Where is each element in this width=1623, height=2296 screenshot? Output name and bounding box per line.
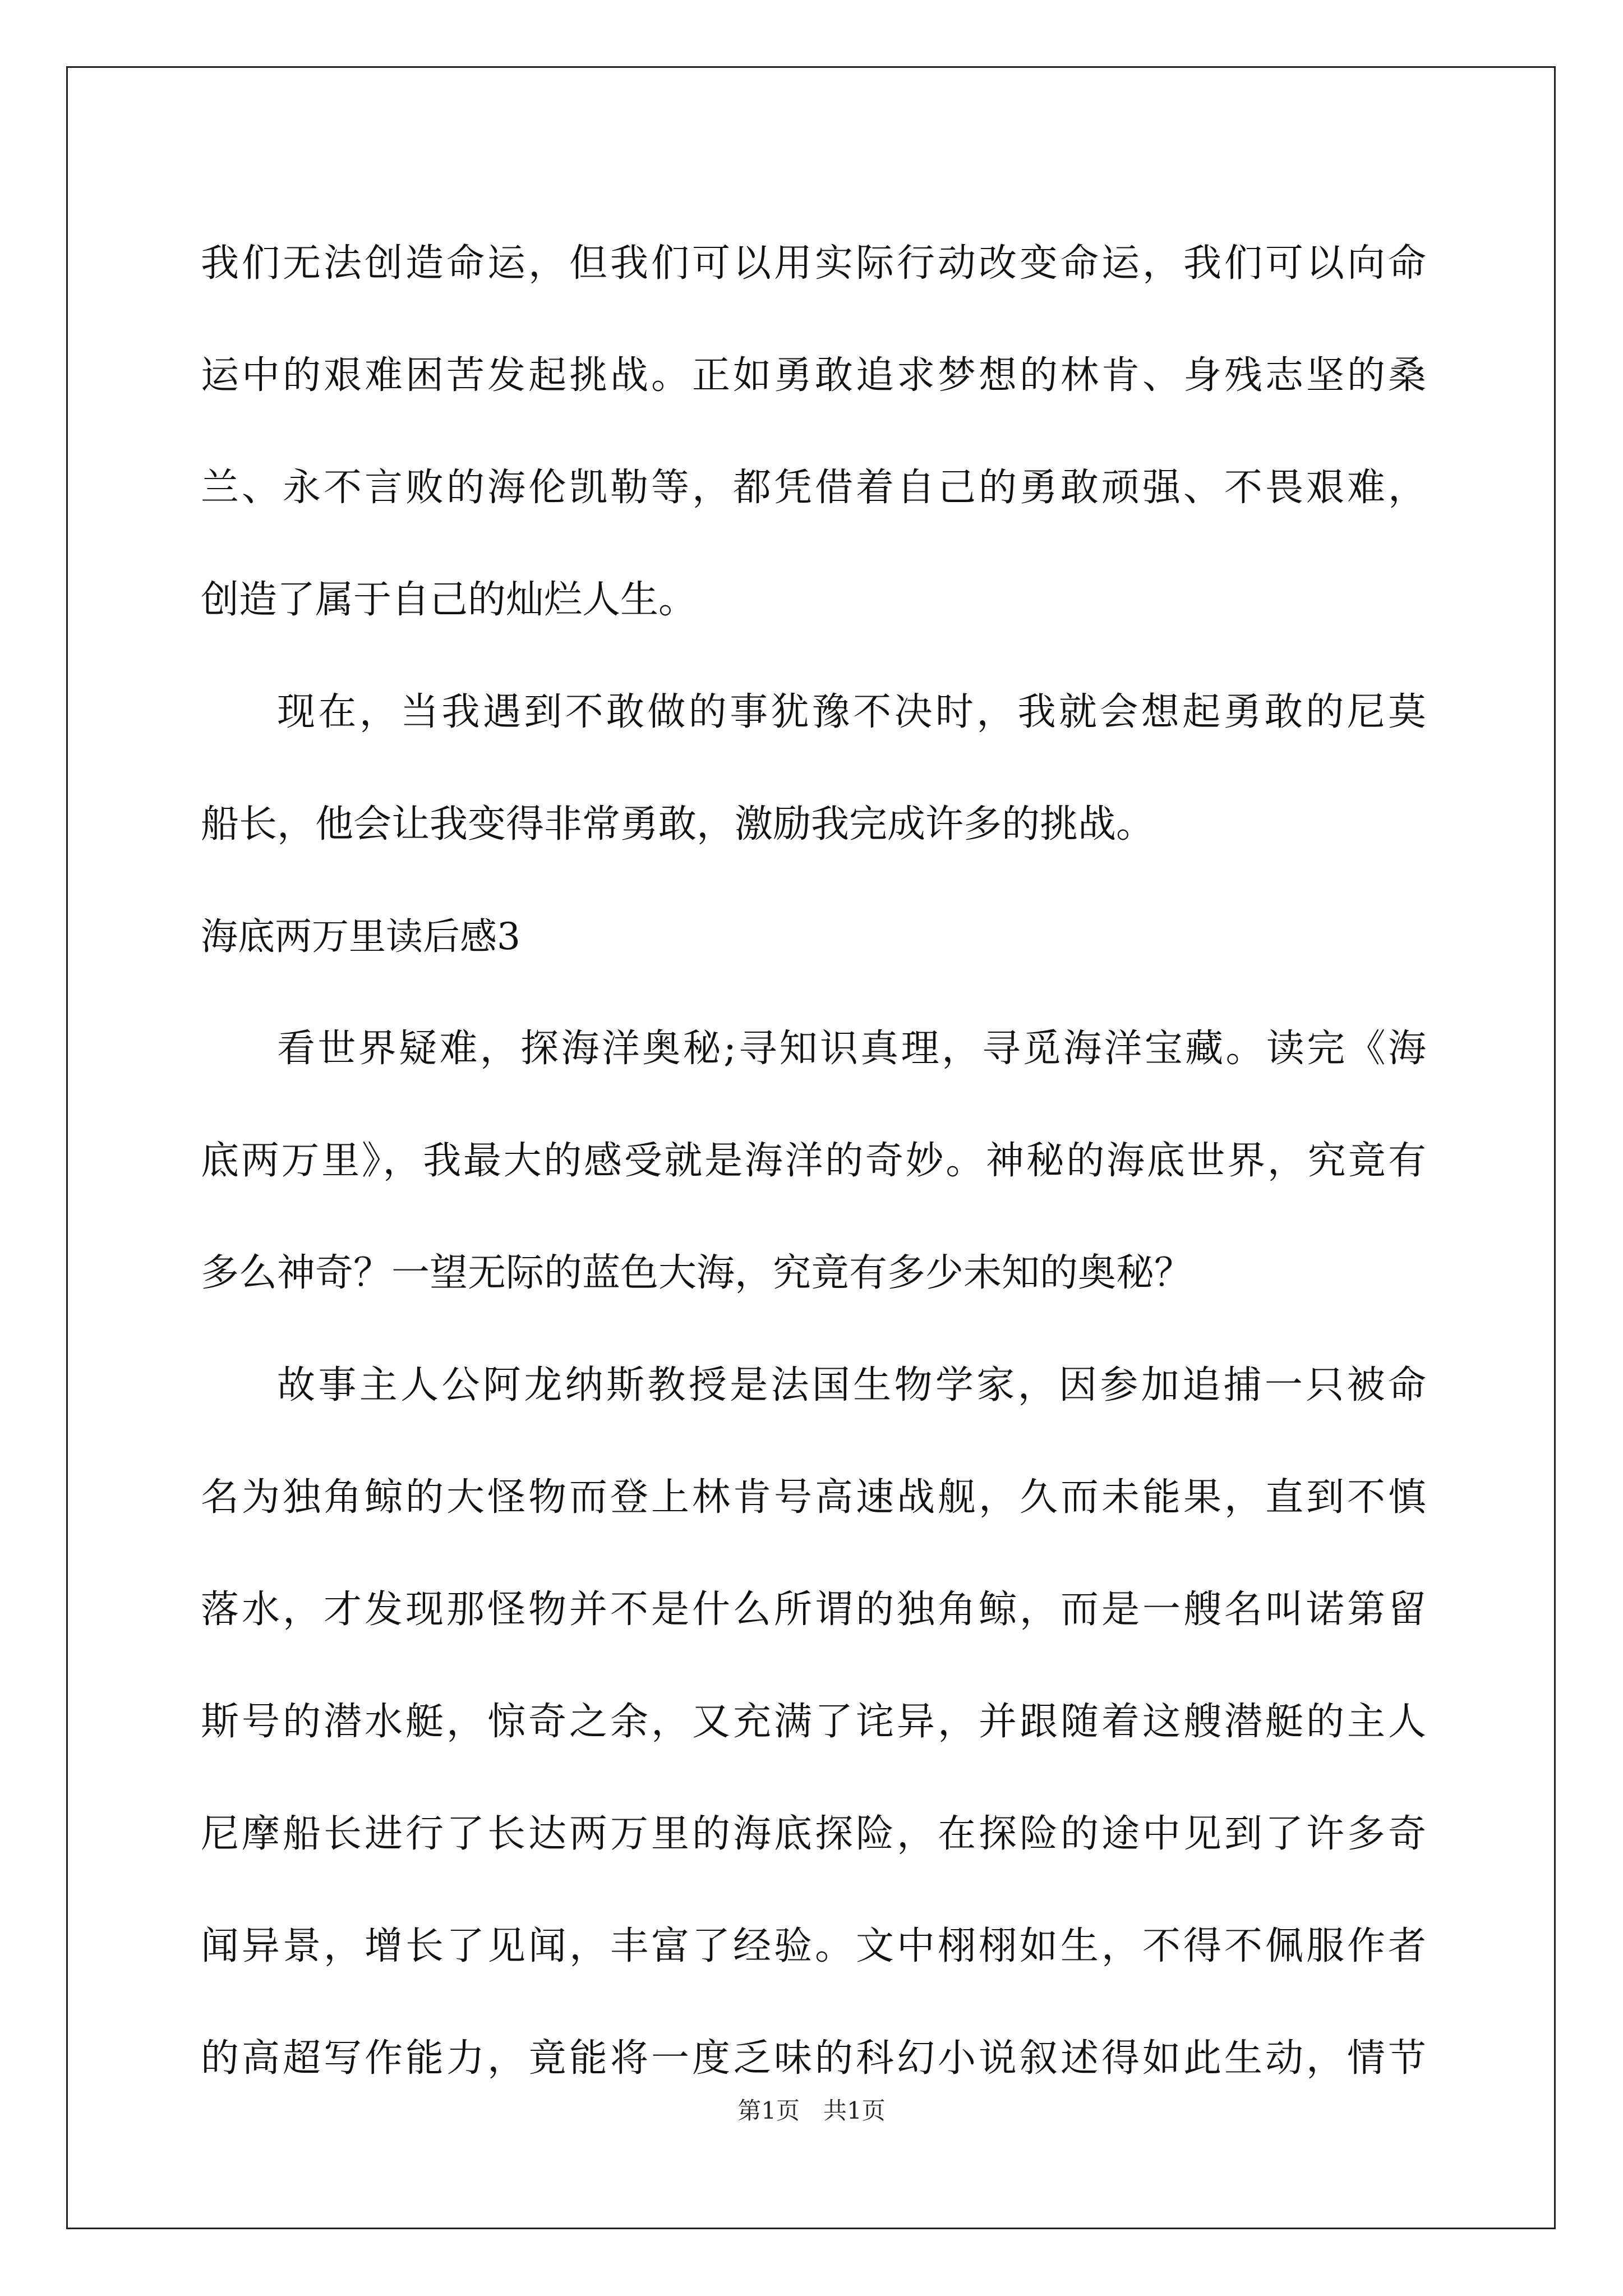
paragraph-line: 故事主人公阿龙纳斯教授是法国生物学家，因参加追捕一只被命 bbox=[277, 1363, 1426, 1407]
paragraph-line: 船长，他会让我变得非常勇敢，激励我完成许多的挑战。 bbox=[201, 802, 1155, 846]
paragraph-line: 落水，才发现那怪物并不是什么所谓的独角鲸，而是一艘名叫诺第留 bbox=[201, 1588, 1426, 1632]
paragraph-line: 运中的艰难困苦发起挑战。正如勇敢追求梦想的林肯、身残志坚的桑 bbox=[201, 353, 1426, 398]
paragraph-line: 兰、永不言败的海伦凯勒等，都凭借着自己的勇敢顽强、不畏艰难， bbox=[201, 466, 1426, 510]
paragraph-line: 名为独角鲸的大怪物而登上林肯号高速战舰，久而未能果，直到不慎 bbox=[201, 1475, 1426, 1520]
section-heading: 海底两万里读后感3 bbox=[201, 915, 520, 958]
paragraph-line: 尼摩船长进行了长达两万里的海底探险，在探险的途中见到了许多奇 bbox=[201, 1812, 1426, 1856]
paragraph-line: 现在，当我遇到不敢做的事犹豫不决时，我就会想起勇敢的尼莫 bbox=[277, 690, 1426, 734]
paragraph-line: 创造了属于自己的灿烂人生。 bbox=[201, 578, 697, 622]
page-footer: 第1页 共1页 bbox=[737, 2097, 886, 2124]
paragraph-line: 底两万里》，我最大的感受就是海洋的奇妙。神秘的海底世界，究竟有 bbox=[201, 1139, 1426, 1183]
paragraph-line: 多么神奇？一望无际的蓝色大海，究竟有多少未知的奥秘？ bbox=[201, 1251, 1193, 1295]
paragraph-line: 我们无法创造命运，但我们可以用实际行动改变命运，我们可以向命 bbox=[201, 241, 1426, 286]
paragraph-line: 的高超写作能力，竟能将一度乏味的科幻小说叙述得如此生动，情节 bbox=[201, 2036, 1426, 2081]
document-body bbox=[201, 208, 1426, 2115]
paragraph-line: 闻异景，增长了见闻，丰富了经验。文中栩栩如生，不得不佩服作者 bbox=[201, 1924, 1426, 1968]
paragraph-line: 斯号的潜水艇，惊奇之余，又充满了诧异，并跟随着这艘潜艇的主人 bbox=[201, 1700, 1426, 1744]
paragraph-line: 看世界疑难，探海洋奥秘;寻知识真理，寻觅海洋宝藏。读完《海 bbox=[277, 1027, 1426, 1071]
